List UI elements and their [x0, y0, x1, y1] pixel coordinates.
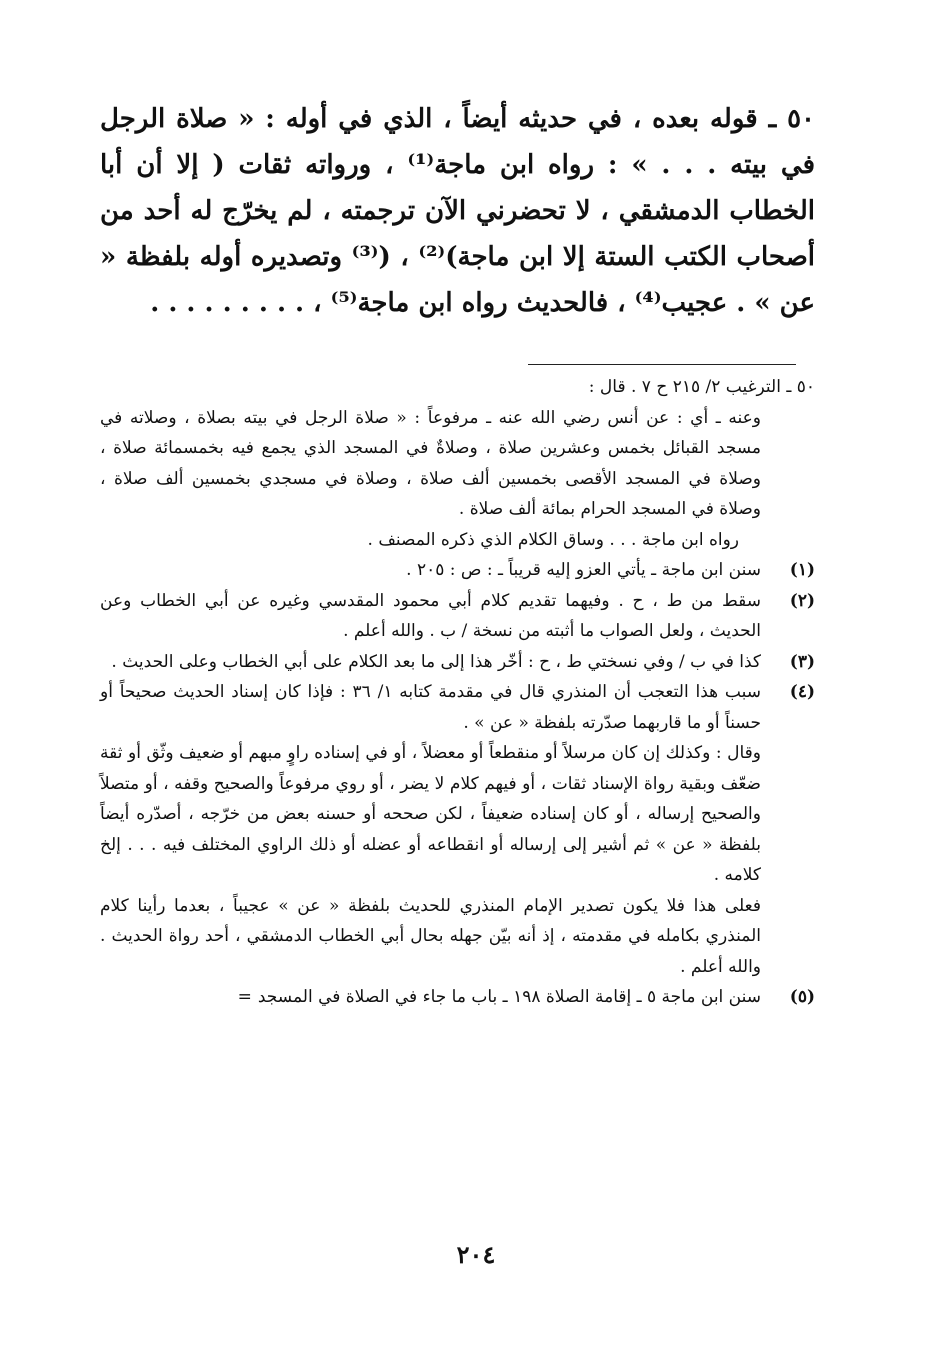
footnote-number: (٣): [789, 651, 815, 672]
footnote-text: سنن ابن ماجة ـ يأتي العزو إليه قريباً ـ : ص : ٢٠٥ .: [406, 560, 761, 580]
footnote-text: [100, 982, 761, 1013]
footnote-text: سبب هذا التعجب أن المنذري قال في مقدمة كتابه ١/ ٣٦ : فإذا كان إسناد الحديث صحيحاً أو حسناً أو ما قاربهما صدّرته بلفظة « عن » .: [100, 682, 761, 733]
footnote-number: (٤): [789, 682, 815, 702]
note-50-quote: وعنه ـ أي : عن أنس رضي الله عنه ـ مرفوعاً : « صلاة الرجل في بيته بصلاة ، وصلاته في مسجد القبائل بخمس وعشرين صلاة ، وصلاةٌ في المسجد الذي يجمع فيه بخمسمائة صلاة ، وصلاة في المسجد الأقصى بخمسين ألف صلاة ، وصلاة في مسجدي بخمسين ألف صلاة ، وصلاة في المسجد الحرام بمائة ألف صلاة .: [100, 407, 761, 519]
continuation-mark: =: [237, 987, 252, 1007]
page-number: ٢٠٤: [456, 1240, 496, 1269]
footnotes: [100, 372, 815, 1013]
footnote-4-paragraph-3: فعلى هذا فلا يكون تصدير الإمام المنذري للحديث بلفظة « عن » عجيباً ، بعدما رأينا كلام المنذري بكامله في مقدمته ، إذ أنه بيّن جهله بحال أبي الخطاب الدمشقي ، أحد رواة الحديث . والله أعلم .: [100, 895, 761, 977]
footnote-text: سقط من ط ، ح . وفيهما تقديم كلام أبي محمود المقدسي وغيره عن أبي الخطاب وعن الحديث ، ولعل الصواب ما أثبته من نسخة / ب . والله أعلم .: [100, 590, 761, 641]
footnote-4: [100, 677, 815, 738]
footnote-2: [100, 586, 815, 647]
footnote-3: [100, 647, 815, 678]
footnote-separator: [528, 364, 796, 365]
footnote-number: (٢): [789, 590, 815, 611]
footnote-number: (١): [789, 560, 815, 580]
main-paragraph: ٥٠ ـ قوله بعده ، في حديثه أيضاً ، الذي في أوله : « صلاة الرجل في بيته . . . » : رواه ابن ماجة⁽¹⁾ ، ورواته ثقات ( إلا أن أبا الخطاب الدمشقي ، لا تحضرني الآن ترجمته ، لم يخرّج له أحد من أصحاب الكتب الستة إلا ابن ماجة)⁽²⁾ ، (⁽³⁾ وتصديره أوله بلفظة « عن » . عجيب⁽⁴⁾ ، فالحديث رواه ابن ماجة⁽⁵⁾ ، . . . . . . . . .: [100, 104, 816, 318]
footnote-number: (٥): [789, 987, 815, 1007]
footnote-5-text: سنن ابن ماجة ٥ ـ إقامة الصلاة ١٩٨ ـ باب ما جاء في الصلاة في المسجد: [257, 987, 761, 1007]
note-50-head: ٥٠ ـ الترغيب ٢/ ٢١٥ ح ٧ . قال :: [588, 377, 815, 397]
footnote-1: [100, 555, 815, 586]
footnote-5: [100, 982, 815, 1013]
note-50-tail: رواه ابن ماجة . . . وساق الكلام الذي ذكره المصنف .: [367, 529, 739, 550]
footnote-text: كذا في ب / وفي نسختي ط ، ح : أخّر هذا إلى ما بعد الكلام على أبي الخطاب وعلى الحديث .: [111, 651, 761, 672]
footnote-4-paragraph-2: وقال : وكذلك إن كان مرسلاً أو منقطعاً أو معضلاً ، أو في إسناده راوٍ مبهم أو ضعيف وثّق أو ثقة ضعّف وبقية رواة الإسناد ثقات ، أو فيهم كلام لا يضر ، أو روي مرفوعاً والصحيح وقفه ، أو متصلاً والصحيح إرساله ، أو كان إسناده ضعيفاً ، لكن صححه أو حسنه بعض من خرّجه ، أصدّره أيضاً بلفظة « عن » ثم أشير إلى إرساله أو انقطاعه أو عضله أو ذلك الراوي المختلف فيه . . . إلخ كلامه .: [100, 743, 761, 885]
main-text: [100, 96, 815, 326]
